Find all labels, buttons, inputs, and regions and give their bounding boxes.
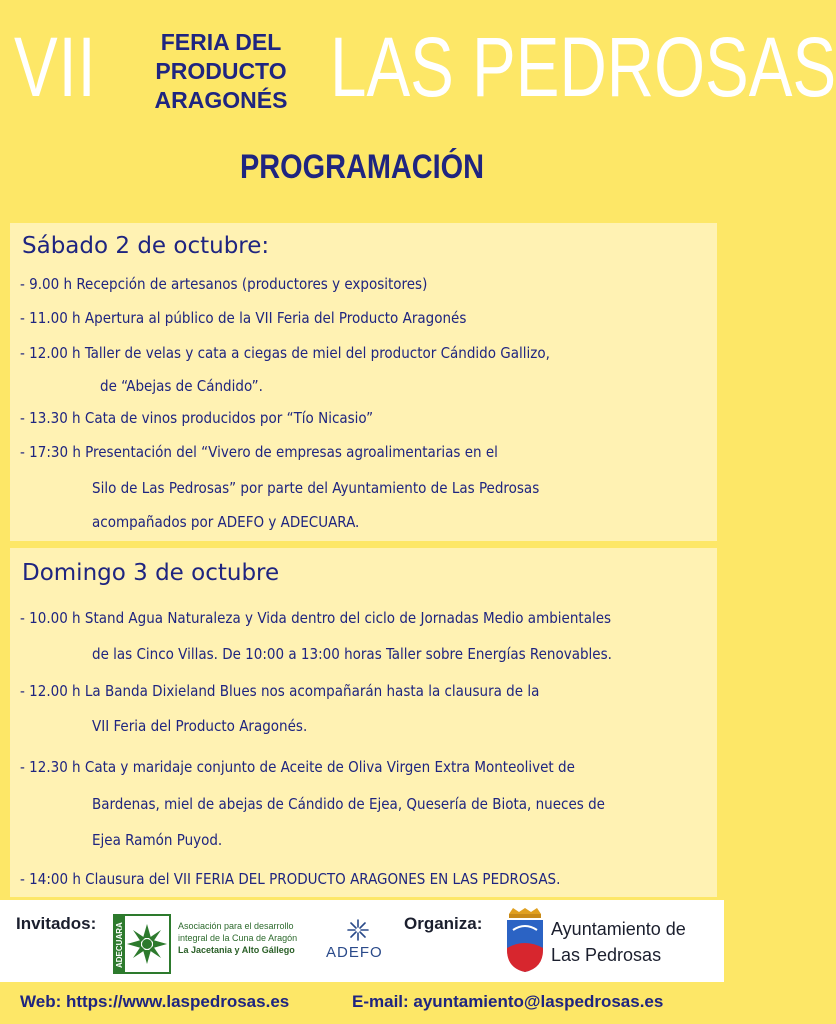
adecuara-desc-line: integral de la Cuna de Aragón [178,933,298,943]
schedule-line: - 13.30 h Cata de vinos producidos por “Tío Nicasio” [20,409,374,427]
schedule-line: de las Cinco Villas. De 10:00 a 13:00 horas Taller sobre Energías Renovables. [92,645,612,663]
schedule-line: VII Feria del Producto Aragonés. [92,717,308,735]
invitados-label: Invitados: [16,914,97,933]
sunday-panel [10,548,717,897]
ayuntamiento-line: Las Pedrosas [551,945,662,965]
adecuara-vertical-text: ADECUARA [115,922,124,968]
schedule-line: - 12.00 h La Banda Dixieland Blues nos acompañarán hasta la clausura de la [20,682,540,700]
schedule-line: - 17:30 h Presentación del “Vivero de empresas agroalimentarias en el [20,443,498,461]
schedule-line: - 14:00 h Clausura del VII FERIA DEL PRODUCTO ARAGONES EN LAS PEDROSAS. [20,870,561,888]
ayuntamiento-line: Ayuntamiento de [551,919,686,939]
saturday-title: Sábado 2 de octubre: [22,233,270,259]
feria-line-1: FERIA DEL [160,29,282,55]
saturday-panel [10,223,717,541]
schedule-line: - 12.30 h Cata y maridaje conjunto de Aceite de Oliva Virgen Extra Monteolivet de [20,758,575,776]
feria-line-2: PRODUCTO [155,58,287,84]
feria-title [116,28,326,115]
place-title: LAS PEDROSAS [330,20,836,114]
schedule-line: - 10.00 h Stand Agua Naturaleza y Vida dentro del ciclo de Jornadas Medio ambientales [20,609,612,627]
edition-number: VII [14,20,97,114]
schedule-line: Ejea Ramón Puyod. [92,831,223,849]
header [0,0,836,210]
organiza-label: Organiza: [404,914,483,933]
adecuara-description [178,920,297,956]
schedule-line: - 12.00 h Taller de velas y cata a ciegas de miel del productor Cándido Gallizo, [20,344,550,362]
schedule-line: Bardenas, miel de abejas de Cándido de Ejea, Quesería de Biota, nueces de [92,795,605,813]
ayuntamiento-name [551,916,686,968]
schedule-line: de “Abejas de Cándido”. [100,377,263,395]
adecuara-desc-line: Asociación para el desarrollo [178,921,294,931]
sunday-title: Domingo 3 de octubre [22,560,280,586]
schedule-line: acompañados por ADEFO y ADECUARA. [92,513,360,531]
section-title: PROGRAMACIÓN [239,148,485,186]
schedule-line: - 11.00 h Apertura al público de la VII Feria del Producto Aragonés [20,309,467,327]
coat-of-arms-icon [503,908,547,974]
schedule-line: - 9.00 h Recepción de artesanos (productores y expositores) [20,275,428,293]
schedule-line: Silo de Las Pedrosas” por parte del Ayuntamiento de Las Pedrosas [92,479,540,497]
adefo-name: ADEFO [326,944,383,961]
sponsors-bar [0,900,724,982]
adecuara-region: La Jacetania y Alto Gállego [178,945,295,955]
contact-bar [0,984,724,1024]
email-link[interactable]: E-mail: ayuntamiento@laspedrosas.es [352,992,664,1011]
website-link[interactable]: Web: https://www.laspedrosas.es [20,992,290,1011]
adecuara-logo [113,914,171,974]
feria-line-3: ARAGONÉS [154,87,288,113]
